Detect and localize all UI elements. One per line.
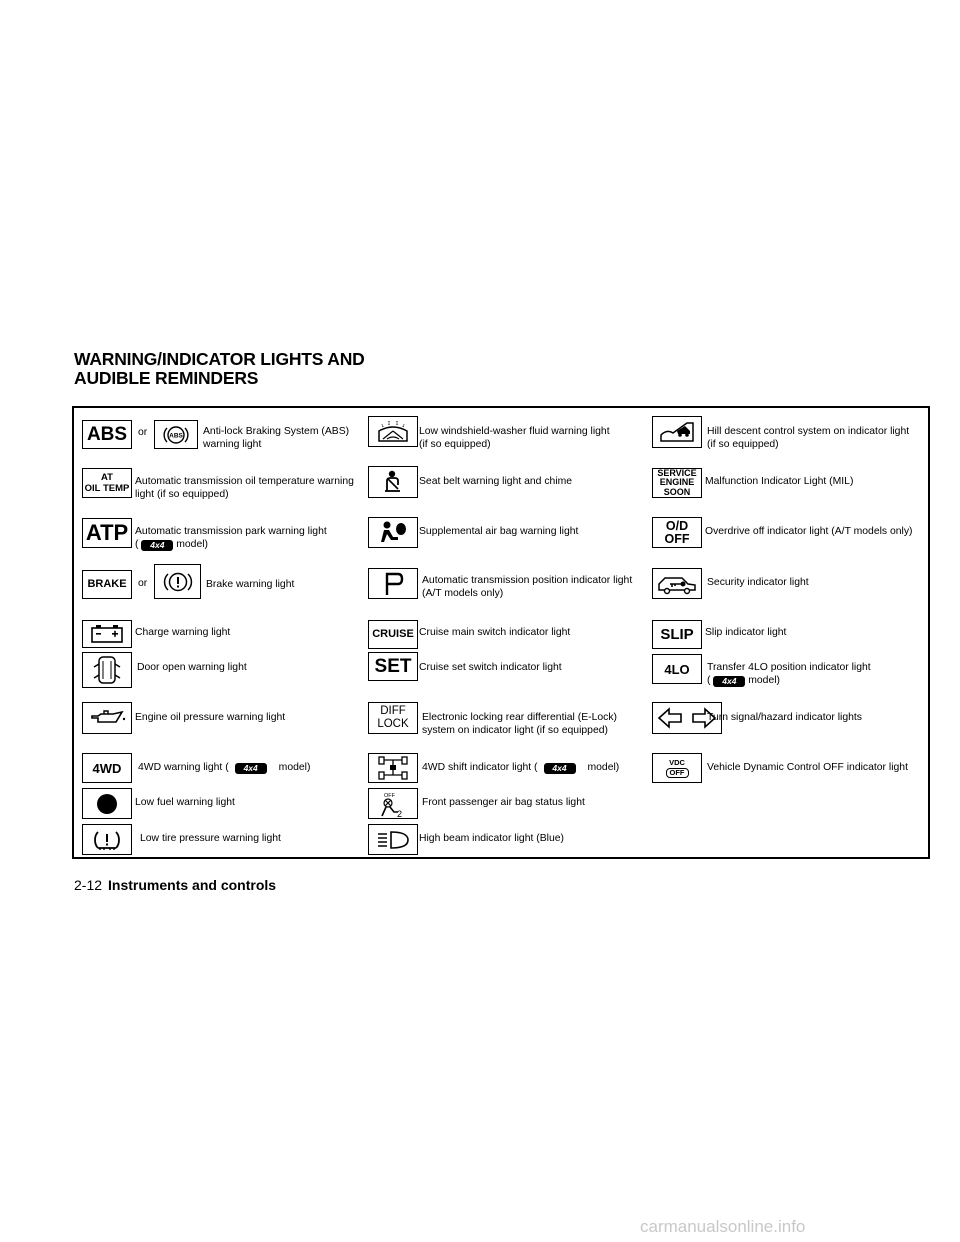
brake-icon: BRAKE	[82, 570, 132, 599]
passenger-airbag-label: Front passenger air bag status light	[422, 797, 585, 808]
brake-circle-icon	[154, 564, 201, 599]
4lo-icon: 4LO	[652, 654, 702, 684]
indicator-table	[72, 406, 930, 859]
passenger-airbag-icon	[368, 788, 418, 819]
at-oil-temp-icon: AT OIL TEMP	[82, 468, 132, 498]
brake-label: Brake warning light	[206, 579, 295, 590]
4wd-label: 4WD warning light ( 4x4 model)	[138, 762, 311, 773]
od-label: Overdrive off indicator light (A/T models only)	[705, 526, 913, 537]
atp-icon: ATP	[82, 518, 132, 548]
abs-label: Anti-lock Braking System (ABS) warning light	[203, 426, 350, 450]
charge-label: Charge warning light	[135, 627, 231, 638]
oil-can-icon	[82, 702, 132, 734]
hill-descent-icon	[652, 416, 702, 448]
cruise-label: Cruise main switch indicator light	[419, 627, 571, 638]
set-label: Cruise set switch indicator light	[419, 662, 562, 673]
set-icon: SET	[368, 652, 418, 681]
atp-label: Automatic transmission park warning light ( 4x4 model)	[135, 526, 327, 550]
or-text: or	[138, 578, 148, 589]
4lo-label: Transfer 4LO position indicator light ( 4x4 model)	[707, 662, 871, 686]
watermark: carmanualsonline.info	[640, 1217, 806, 1236]
oil-label: Engine oil pressure warning light	[135, 712, 286, 723]
turn-signal-label: Turn signal/hazard indicator lights	[707, 712, 862, 723]
elock-label: Electronic locking rear differential (E-Lock) system on indicator light (if so equipped)	[422, 712, 618, 736]
at-oil-temp-label: Automatic transmission oil temperature warning light (if so equipped)	[135, 476, 354, 500]
svg-text:ABS: ABS	[169, 432, 183, 439]
mil-label: Malfunction Indicator Light (MIL)	[705, 476, 854, 487]
abs-icon: ABS	[82, 420, 132, 449]
washer-label: Low windshield-washer fluid warning light (if so equipped)	[419, 426, 610, 450]
service-engine-soon-icon: SERVICE ENGINE SOON	[652, 468, 702, 498]
fuel-label: Low fuel warning light	[135, 797, 235, 808]
page-number: 2-12	[74, 877, 103, 893]
4x4-badge: 4x4	[713, 676, 745, 687]
slip-icon: SLIP	[652, 620, 702, 649]
high-beam-label: High beam indicator light (Blue)	[419, 833, 564, 844]
seatbelt-label: Seat belt warning light and chime	[419, 476, 573, 487]
svg-text:OFF: OFF	[384, 792, 395, 799]
hill-descent-label: Hill descent control system on indicator light (if so equipped)	[707, 426, 910, 450]
4x4-badge: 4x4	[235, 763, 267, 774]
security-label: Security indicator light	[707, 577, 809, 588]
4wd-shift-label: 4WD shift indicator light ( 4x4 model)	[422, 762, 620, 773]
svg-text:2: 2	[397, 808, 403, 818]
position-label: Automatic transmission position indicator light (A/T models only)	[422, 575, 633, 599]
abs-circle-icon	[154, 420, 198, 449]
door-label: Door open warning light	[137, 662, 247, 673]
4wd-shift-icon	[368, 753, 418, 783]
page-title: WARNING/INDICATOR LIGHTS AND AUDIBLE REMINDERS	[74, 349, 365, 388]
washer-fluid-icon	[368, 416, 418, 447]
slip-label: Slip indicator light	[705, 627, 787, 638]
vdc-off-icon: VDC OFF	[652, 753, 702, 783]
vdc-label: Vehicle Dynamic Control OFF indicator light	[707, 762, 908, 773]
battery-icon	[82, 620, 132, 648]
page-footer	[74, 877, 276, 893]
fuel-dot-icon	[82, 788, 132, 819]
door-open-icon	[82, 652, 132, 688]
high-beam-icon	[368, 824, 418, 855]
section-title: Instruments and controls	[108, 877, 277, 893]
4x4-badge: 4x4	[544, 763, 576, 774]
tire-pressure-icon	[82, 824, 132, 855]
airbag-icon	[368, 517, 418, 548]
airbag-label: Supplemental air bag warning light	[419, 526, 579, 537]
od-off-icon: O/D OFF	[652, 517, 702, 548]
tire-label: Low tire pressure warning light	[140, 833, 281, 844]
p-position-icon	[368, 568, 418, 599]
security-icon	[652, 568, 702, 599]
or-text: or	[138, 427, 148, 438]
4wd-icon: 4WD	[82, 753, 132, 783]
seatbelt-icon	[368, 466, 418, 498]
4x4-badge: 4x4	[141, 540, 173, 551]
cruise-icon: CRUISE	[368, 620, 418, 649]
diff-lock-icon: DIFF LOCK	[368, 702, 418, 734]
